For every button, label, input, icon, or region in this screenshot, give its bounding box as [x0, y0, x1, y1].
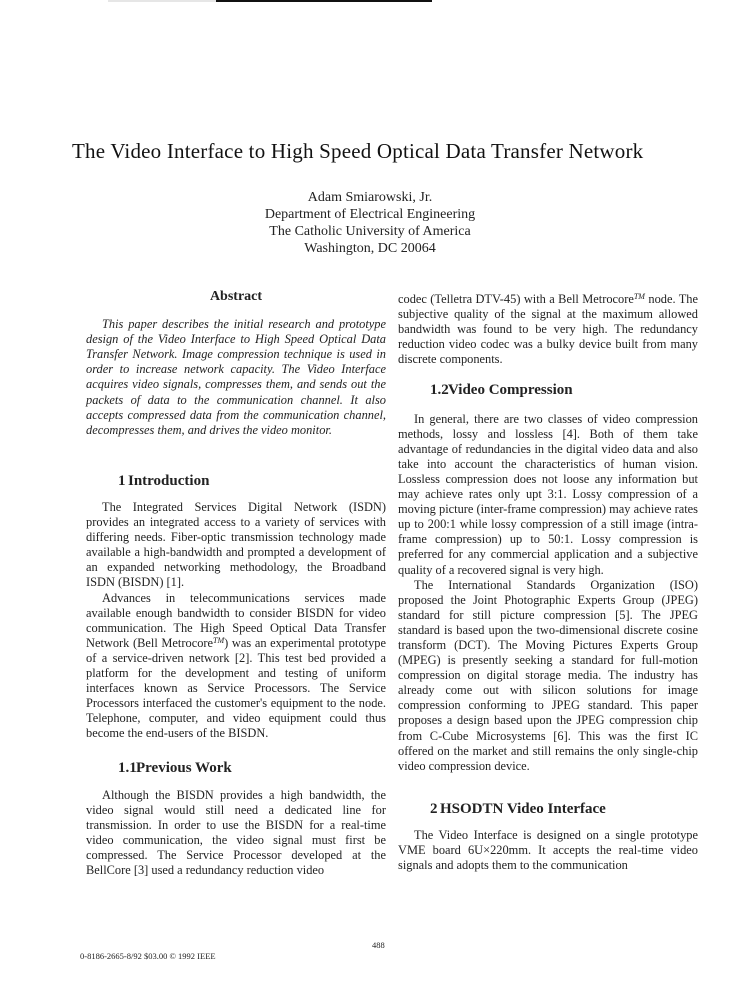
author-university: The Catholic University of America: [269, 224, 471, 239]
intro-paragraph-1: The Integrated Services Digital Network (ISDN) provides an integrated access to a variety of services with differing needs. Fiber-optic transmission technology made available a high-bandwidth and prompted a development of an expanded networking methodology, the Broadband ISDN (BISDN) [1].: [86, 499, 386, 590]
video-compression-paragraph-1: In general, there are two classes of video compression methods, lossy and lossless [4]. Both of them take advantage of redundancies in the digital video data and also take into account the characteristics of human vision. Lossless compression does not loose any information but may achieve rates only upt 3:1. Lossy compression of a moving picture (inter-frame compression) may achieve rates up to 200:1 while lossy compression of a still image (intra-frame compression) up to 50:1. Lossy compression is preferred for any commercial application and a subjective quality of a recovered signal is very high.: [398, 411, 698, 577]
section-heading-introduction: 1 Introduction: [118, 472, 210, 489]
hsodtn-paragraph: The Video Interface is designed on a single prototype VME board 6U×220mm. It accepts the real-time video signals and adopts them to the communication: [398, 827, 698, 873]
previous-work-paragraph: Although the BISDN provides a high bandwidth, the video signal would still need a dedicated line for transmission. In order to use the BISDN for a real-time video communication, the video signal must first be compressed. The Service Processor developed at the BellCore [3] used a redundancy reduction video: [86, 787, 386, 877]
author-block: [200, 189, 540, 257]
author-name: Adam Smiarowski, Jr.: [307, 190, 433, 205]
section-heading-video-compression: 1.2Video Compression: [430, 382, 573, 399]
copyright-line: 0-8186-2665-8/92 $03.00 © 1992 IEEE: [80, 951, 216, 961]
section-heading-hsodtn: 2 HSODTN Video Interface: [430, 800, 606, 817]
left-column: [86, 289, 386, 878]
paper-title: The Video Interface to High Speed Optical Data Transfer Network: [72, 139, 644, 163]
scan-edge-bar-light: [108, 0, 216, 2]
previous-work-continuation: codec (Telletra DTV-45) with a Bell Metrocore™ node. The subjective quality of the signal at the maximum allowed bandwidth was found to be very high. The redundancy reduction video codec was a bulky device built from many discrete components.: [398, 292, 698, 367]
abstract-heading: Abstract: [209, 289, 263, 304]
abstract-text: This paper describes the initial research and prototype design of the Video Interface to High Speed Optical Data Transfer Network. Image compression technique is used in order to increase network capacity. The Video Interface acquires video signals, compresses them, and sends out the packets of data to the communication channel. It also accepts compressed data from the communication channel, decompresses them, and drives the video monitor.: [86, 317, 386, 437]
video-compression-paragraph-2: The International Standards Organization (ISO) proposed the Joint Photographic Experts Group (JPEG) standard for still picture compression [5]. The JPEG standard is based upon the two-dimensional discrete cosine transform (DCT). The Moving Pictures Experts Group (MPEG) is presently seeking a standard for full-motion compression on digital storage media. The industry has already come out with silicon solutions for image compression conforming to JPEG standard. This paper proposes a design based upon the JPEG compression chip from C-Cube Microsystems [6]. This was the first IC offered on the market and still remains the only single-chip video compression device.: [398, 577, 698, 773]
scan-edge-bar-dark: [216, 0, 432, 2]
intro-paragraph-2: Advances in telecommunications services made available enough bandwidth to consider BISDN for video communication. The High Speed Optical Data Transfer Network (Bell Metrocore™) was an experimental prototype of a service-driven network [2]. This test bed provided a platform for the development and testing of uniform interfaces known as Service Processors. The Service Processors interfaced the customer's equipment to the node. Telephone, computer, and video equipment could thus become the end-users of the BISDN.: [86, 590, 386, 741]
page-number: 488: [372, 940, 385, 950]
right-column: [398, 292, 698, 873]
author-department: Department of Electrical Engineering: [264, 207, 476, 222]
author-location: Washington, DC 20064: [304, 241, 436, 256]
section-heading-previous-work: 1.1Previous Work: [118, 760, 232, 777]
abstract-section: [86, 289, 386, 438]
